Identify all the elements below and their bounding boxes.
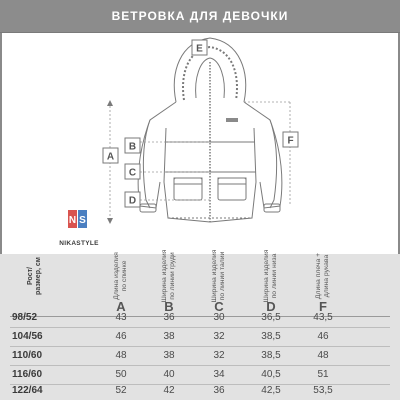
value-cell: 38 bbox=[163, 331, 175, 342]
value-cell: 51 bbox=[317, 369, 329, 380]
brand-name: NIKASTYLE bbox=[59, 240, 99, 247]
value-cell: 48 bbox=[317, 350, 329, 361]
value-cell: 43,5 bbox=[313, 312, 333, 323]
value-cell: 30 bbox=[213, 312, 225, 323]
svg-text:S: S bbox=[79, 215, 86, 226]
table-row bbox=[0, 328, 400, 346]
header-waist: Ширина изделия по линии талии bbox=[211, 249, 226, 303]
label-d bbox=[125, 192, 140, 207]
header-sleeve: Длина плеча + длина рукава bbox=[315, 252, 330, 300]
value-cell: 48 bbox=[115, 350, 127, 361]
size-cell: 110/60 bbox=[12, 350, 43, 361]
arrow-a-top bbox=[107, 100, 113, 106]
table-row bbox=[0, 382, 400, 400]
value-cell: 38,5 bbox=[261, 331, 281, 342]
value-cell: 53,5 bbox=[313, 385, 333, 396]
label-e bbox=[192, 40, 207, 55]
label-c bbox=[125, 164, 140, 179]
header-letter-b: B bbox=[164, 299, 174, 314]
page-title: ВЕТРОВКА ДЛЯ ДЕВОЧКИ bbox=[111, 9, 289, 23]
svg-text:A: A bbox=[106, 151, 115, 163]
value-cell: 36,5 bbox=[261, 312, 281, 323]
value-cell: 46 bbox=[115, 331, 127, 342]
right-pocket-flap bbox=[218, 178, 246, 184]
right-sleeve bbox=[260, 120, 282, 208]
svg-text:D: D bbox=[128, 195, 137, 207]
size-cell: 116/60 bbox=[12, 369, 43, 380]
chest-badge bbox=[226, 118, 238, 122]
header-size: Рост/ размер, см bbox=[27, 257, 42, 295]
value-cell: 36 bbox=[163, 312, 175, 323]
header-letter-c: C bbox=[214, 299, 224, 314]
value-cell: 40 bbox=[163, 369, 175, 380]
table-row bbox=[0, 347, 400, 365]
value-cell: 50 bbox=[115, 369, 127, 380]
value-cell: 34 bbox=[213, 369, 225, 380]
size-table bbox=[0, 249, 400, 400]
left-sleeve bbox=[138, 120, 160, 208]
header-letter-f: F bbox=[319, 299, 327, 314]
header-length: Длина изделия по спинке bbox=[113, 252, 128, 300]
size-cell: 104/56 bbox=[12, 331, 43, 342]
right-pocket bbox=[218, 178, 246, 200]
left-pocket-flap bbox=[174, 178, 202, 184]
value-cell: 36 bbox=[213, 385, 225, 396]
svg-text:B: B bbox=[128, 141, 137, 153]
header-hem: Ширина изделия по линии низа bbox=[263, 249, 278, 303]
svg-text:E: E bbox=[196, 43, 203, 55]
header-letter-d: D bbox=[266, 299, 276, 314]
value-cell: 38 bbox=[163, 350, 175, 361]
value-cell: 43 bbox=[115, 312, 127, 323]
header-chest: Ширина изделия по линии груди bbox=[161, 249, 176, 303]
value-cell: 38,5 bbox=[261, 350, 281, 361]
svg-text:C: C bbox=[128, 167, 137, 179]
value-cell: 42,5 bbox=[261, 385, 281, 396]
table-row bbox=[0, 309, 400, 327]
left-pocket bbox=[174, 178, 202, 200]
value-cell: 52 bbox=[115, 385, 127, 396]
size-cell: 98/52 bbox=[12, 312, 38, 323]
value-cell: 42 bbox=[163, 385, 175, 396]
value-cell: 32 bbox=[213, 331, 225, 342]
size-cell: 122/64 bbox=[12, 385, 43, 396]
title-band bbox=[0, 0, 400, 33]
svg-text:N: N bbox=[68, 215, 77, 226]
label-a bbox=[103, 148, 118, 163]
header-letter-a: A bbox=[116, 299, 126, 314]
value-cell: 46 bbox=[317, 331, 329, 342]
label-b bbox=[125, 138, 140, 153]
svg-text:F: F bbox=[287, 135, 294, 147]
value-cell: 32 bbox=[213, 350, 225, 361]
label-f bbox=[283, 132, 298, 147]
value-cell: 40,5 bbox=[261, 369, 281, 380]
